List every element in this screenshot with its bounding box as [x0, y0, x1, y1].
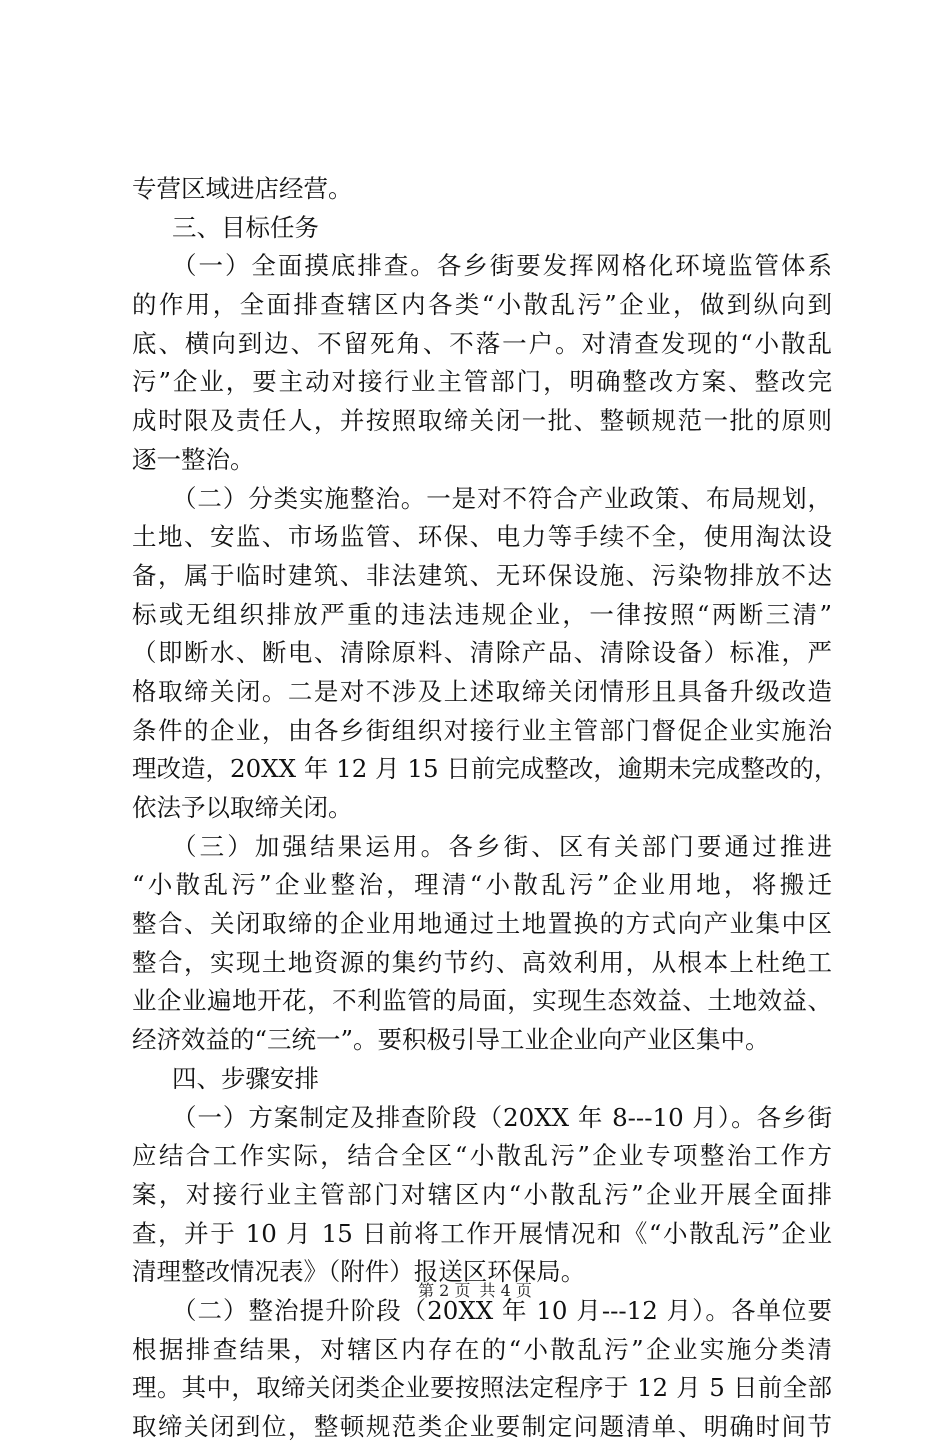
text-line: （一）全面摸底排查。各乡街要发挥网格化环境监管体系 [172, 251, 832, 281]
text-line: 应结合工作实际，结合全区“小散乱污”企业专项整治工作方 [132, 1141, 832, 1171]
text-line: 底、横向到边、不留死角、不落一户。对清查发现的“小散乱 [132, 328, 832, 358]
text-line: （三）加强结果运用。各乡街、区有关部门要通过推进 [172, 831, 832, 861]
text-line: 成时限及责任人，并按照取缔关闭一批、整顿规范一批的原则 [132, 406, 832, 436]
text-line: 取缔关闭到位，整顿规范类企业要制定问题清单、明确时间节 [132, 1412, 832, 1441]
text-line: 专营区域进店经营。 [132, 174, 353, 203]
text-line: 土地、安监、市场监管、环保、电力等手续不全，使用淘汰设 [132, 522, 832, 552]
text-line: 四、步骤安排 [172, 1063, 319, 1093]
text-line: 备，属于临时建筑、非法建筑、无环保设施、污染物排放不达 [132, 560, 832, 590]
text-line: （即断水、断电、清除原料、清除产品、清除设备）标准，严 [132, 638, 832, 668]
text-line: 格取缔关闭。二是对不涉及上述取缔关闭情形且具备升级改造 [132, 676, 832, 706]
text-line: 业企业遍地开花，不利监管的局面，实现生态效益、土地效益、 [132, 986, 832, 1016]
text-line: 理。其中，取缔关闭类企业要按照法定程序于 12 月 5 日前全部 [132, 1373, 832, 1403]
text-line: 的作用，全面排查辖区内各类“小散乱污”企业，做到纵向到 [132, 290, 832, 320]
text-line: 根据排查结果，对辖区内存在的“小散乱污”企业实施分类清 [132, 1334, 832, 1364]
text-line: 案，对接行业主管部门对辖区内“小散乱污”企业开展全面排 [132, 1179, 832, 1209]
text-line: 条件的企业，由各乡街组织对接行业主管部门督促企业实施治 [132, 715, 832, 745]
text-line: 污”企业，要主动对接行业主管部门，明确整改方案、整改完 [132, 367, 832, 397]
text-line: 依法予以取缔关闭。 [132, 793, 353, 822]
page-total: 共 4 页 [479, 1281, 532, 1300]
text-line: （一）方案制定及排查阶段（20XX 年 8---10 月）。各乡街 [172, 1102, 832, 1132]
page-number: 第 2 页 [418, 1281, 471, 1300]
text-line: “小散乱污”企业整治，理清“小散乱污”企业用地，将搬迁 [132, 870, 832, 900]
text-line: （二）分类实施整治。一是对不符合产业政策、布局规划， [172, 483, 832, 513]
text-line: 整合，实现土地资源的集约节约、高效利用，从根本上杜绝工 [132, 947, 832, 977]
text-line: 逐一整治。 [132, 444, 255, 474]
text-line: 整合、关闭取缔的企业用地通过土地置换的方式向产业集中区 [132, 909, 832, 939]
text-line: 清理整改情况表》（附件）报送区环保局。 [132, 1257, 586, 1287]
page-footer [0, 1278, 950, 1301]
text-line: 三、目标任务 [172, 212, 319, 242]
text-line: （二）整治提升阶段（20XX 年 10 月---12 月）。各单位要 [172, 1295, 832, 1325]
text-line: 标或无组织排放严重的违法违规企业，一律按照“两断三清” [132, 599, 832, 629]
text-line: 查，并于 10 月 15 日前将工作开展情况和《“小散乱污”企业 [132, 1218, 832, 1248]
text-line: 理改造，20XX 年 12 月 15 日前完成整改，逾期未完成整改的， [132, 754, 839, 784]
text-line: 经济效益的“三统一”。要积极引导工业企业向产业区集中。 [132, 1025, 770, 1055]
document-body [132, 170, 839, 1447]
